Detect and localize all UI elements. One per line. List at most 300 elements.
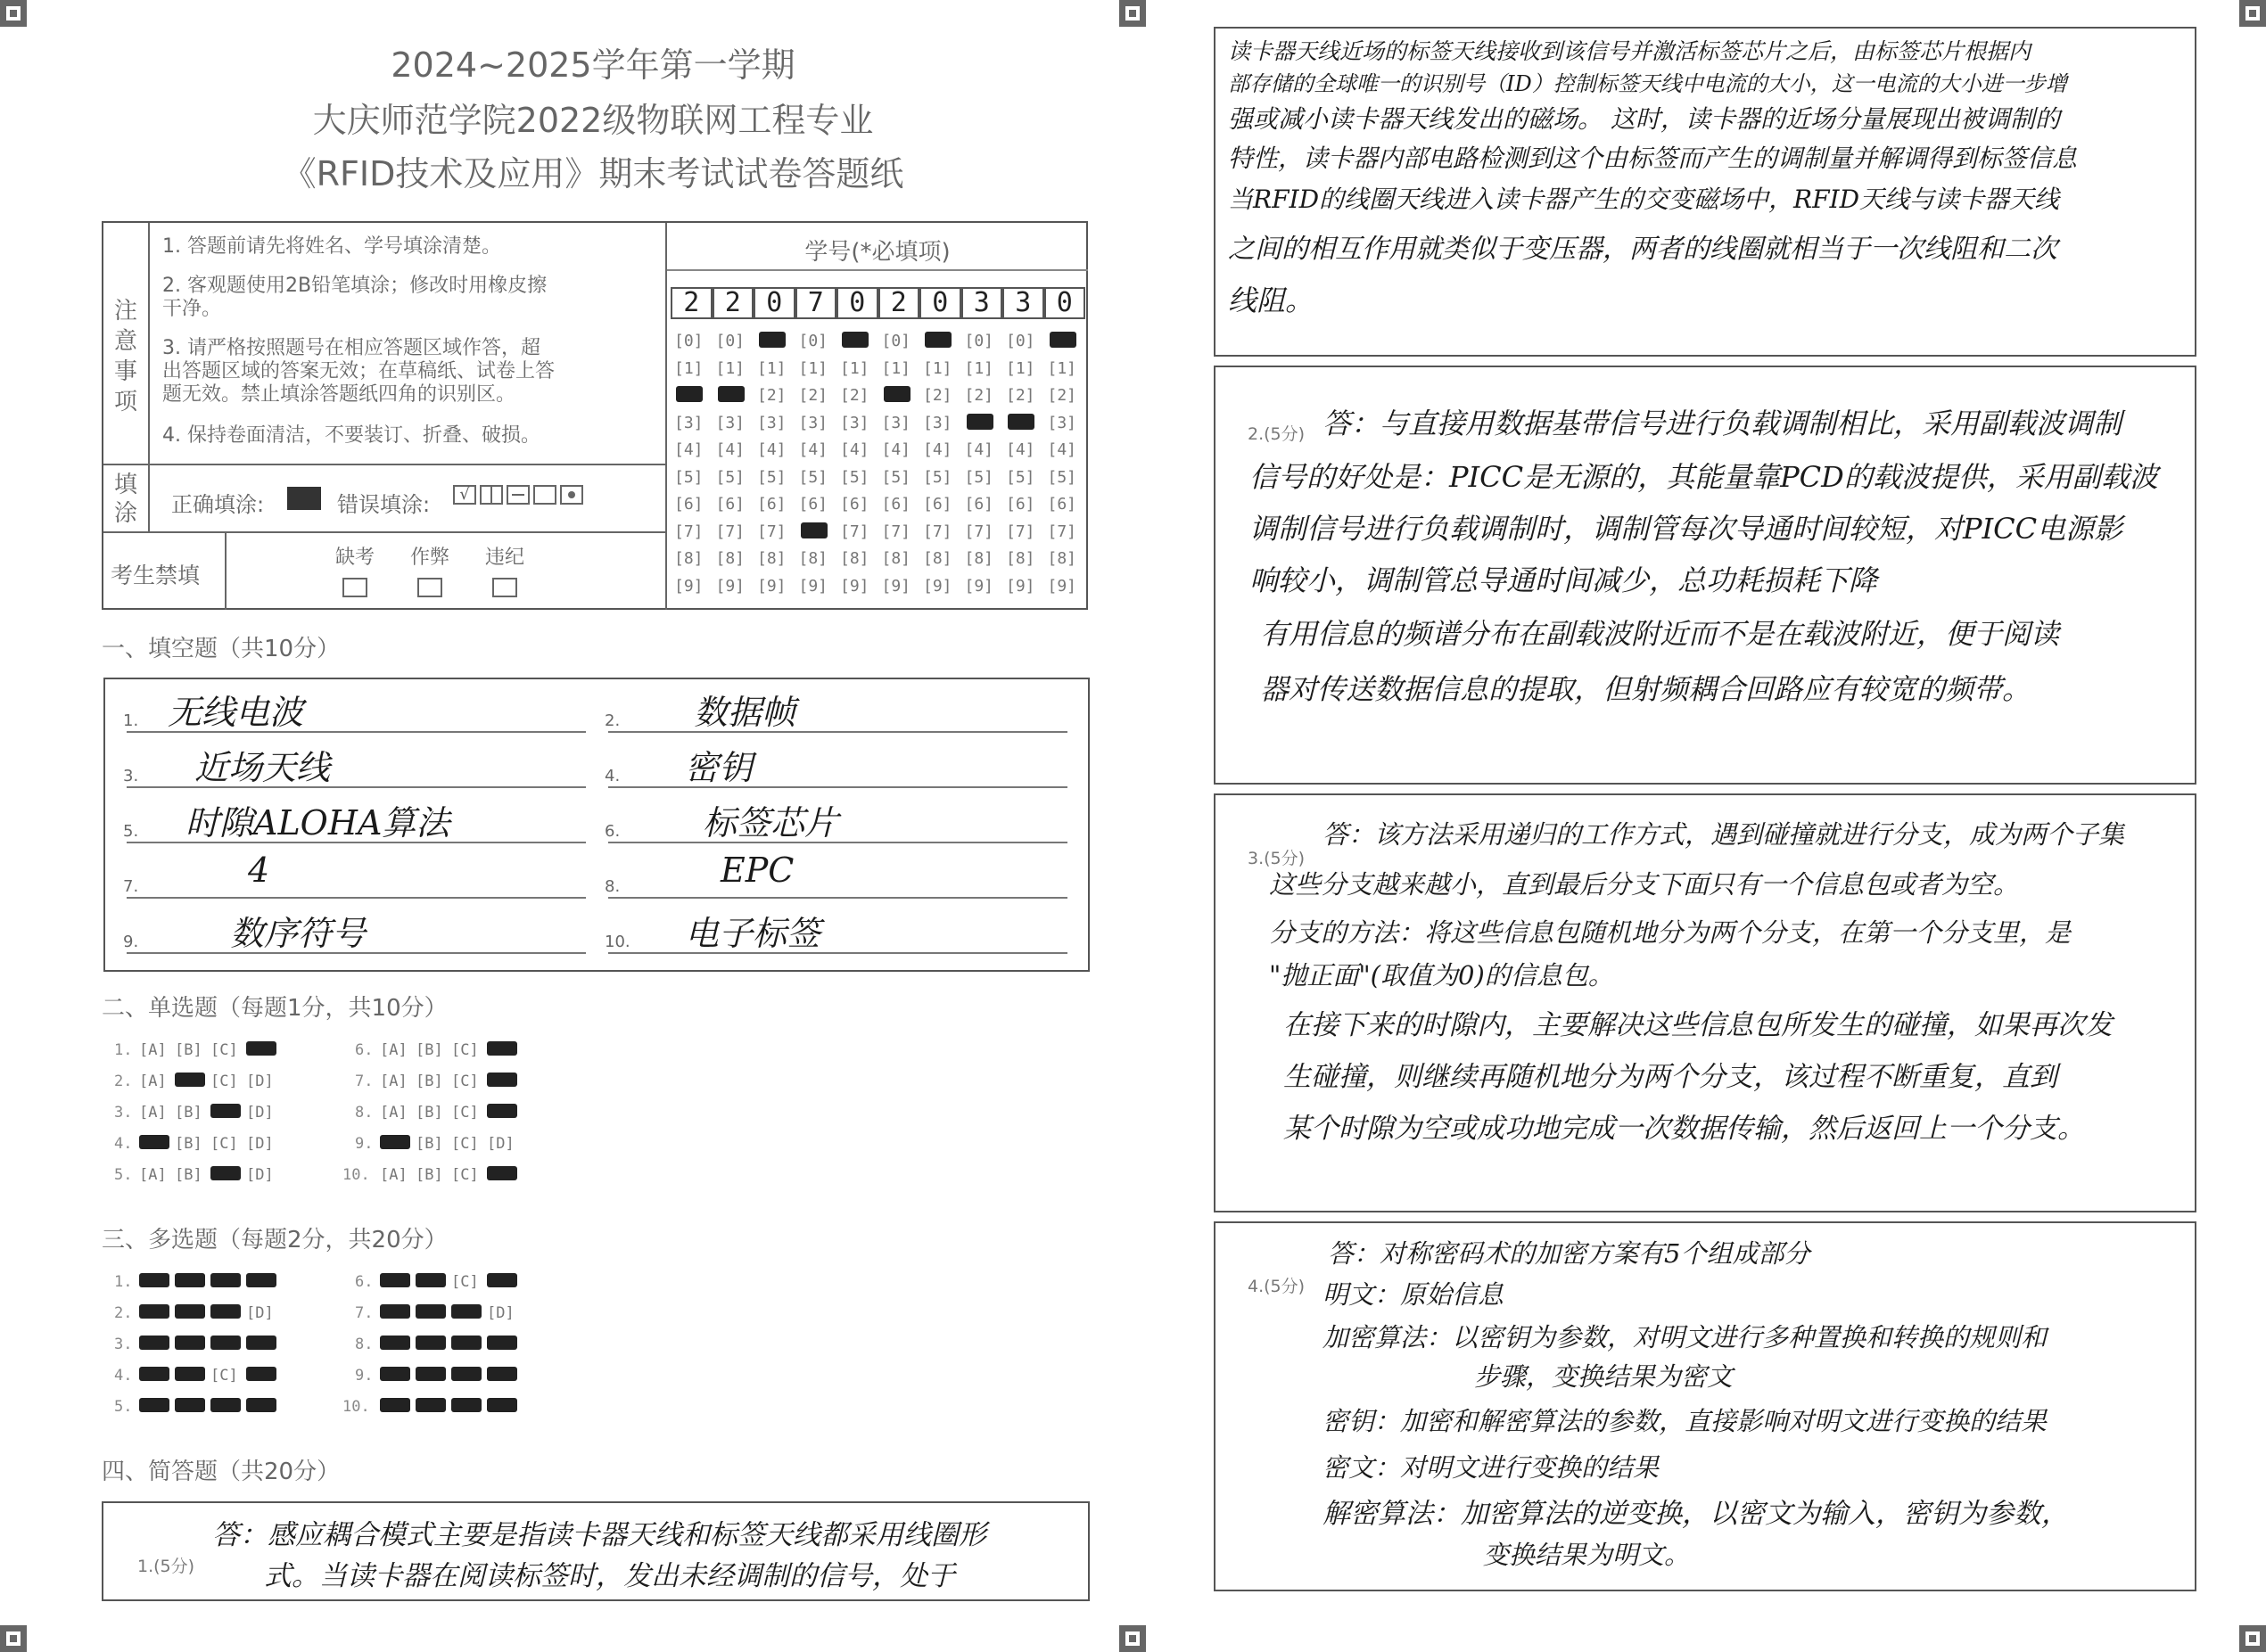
student-id-digit: 0 — [754, 287, 795, 319]
id-bubble[interactable]: [3] — [715, 413, 746, 432]
fill-blank-underline — [608, 897, 1067, 899]
choice-bubble-filled[interactable] — [487, 1166, 517, 1185]
id-bubble[interactable]: [1] — [1047, 358, 1077, 378]
id-bubble[interactable]: [0] — [964, 332, 994, 350]
q3-line-5: 在接下来的时隙内，主要解决这些信息包所发生的碰撞，如果再次发 — [1283, 1009, 2113, 1041]
id-bubble[interactable]: [2] — [840, 386, 869, 405]
college-title: 大庆师范学院2022级物联网工程专业 — [312, 101, 874, 140]
id-bubble[interactable]: [7] — [840, 522, 869, 541]
id-bubble[interactable]: [3] — [798, 413, 828, 432]
choice-bubble[interactable]: [D] — [246, 1304, 274, 1322]
notice-label: 注意事项 — [114, 298, 138, 415]
choice-bubble-filled[interactable] — [380, 1273, 410, 1292]
id-bubble[interactable]: [9] — [881, 576, 911, 596]
correct-fill-label: 正确填涂: — [171, 492, 265, 517]
flag-absent-checkbox[interactable] — [342, 578, 367, 597]
fill-blank-section-title: 一、填空题（共10分） — [102, 636, 341, 662]
id-bubble[interactable]: [2] — [1047, 386, 1077, 405]
single-choice-number: 4. — [114, 1135, 133, 1153]
choice-bubble-filled[interactable] — [210, 1398, 241, 1417]
choice-bubble[interactable]: [A] — [139, 1104, 167, 1122]
multi-choice-number: 9. — [355, 1367, 374, 1385]
q3-line-4: "抛正面"(取值为0)的信息包。 — [1269, 960, 1614, 990]
id-bubble-filled[interactable] — [923, 332, 957, 349]
choice-bubble-filled[interactable] — [139, 1336, 169, 1354]
id-bubble[interactable]: [2] — [757, 386, 787, 405]
choice-bubble-filled[interactable] — [246, 1273, 276, 1292]
id-bubble[interactable]: [9] — [715, 576, 746, 596]
corner-mark-top-center — [1119, 0, 1146, 27]
id-bubble[interactable]: [3] — [674, 413, 704, 432]
id-bubble[interactable]: [5] — [881, 467, 911, 487]
choice-bubble[interactable]: [A] — [380, 1104, 408, 1122]
id-bubble[interactable]: [5] — [923, 467, 952, 487]
student-id-digit: 3 — [961, 287, 1003, 319]
id-bubble[interactable]: [6] — [1047, 495, 1077, 514]
id-bubble[interactable]: [0] — [674, 332, 704, 350]
q1-line-2: 式。当读卡器在阅读标签时，发出未经调制的信号，处于 — [264, 1560, 955, 1592]
id-bubble[interactable]: [9] — [923, 576, 952, 596]
choice-bubble[interactable]: [C] — [451, 1135, 479, 1153]
id-bubble[interactable]: [7] — [757, 522, 787, 541]
q1-answer-box-right — [1214, 27, 2196, 357]
single-choice-number: 3. — [114, 1104, 133, 1122]
wrong-fill-samples: √ — [453, 485, 587, 505]
choice-bubble-filled[interactable] — [175, 1336, 205, 1354]
id-bubble[interactable]: [5] — [1006, 467, 1035, 487]
id-bubble[interactable]: [7] — [1006, 522, 1035, 541]
fill-blank-number: 8. — [605, 877, 621, 896]
id-bubble[interactable]: [1] — [964, 358, 994, 378]
id-bubble[interactable]: [6] — [715, 495, 746, 514]
choice-bubble-filled[interactable] — [210, 1273, 241, 1292]
id-bubble[interactable]: [0] — [881, 332, 911, 350]
fill-blank-number: 6. — [605, 822, 621, 841]
choice-bubble[interactable]: [B] — [416, 1166, 443, 1184]
choice-bubble[interactable]: [A] — [139, 1166, 167, 1184]
choice-bubble[interactable]: [C] — [210, 1041, 238, 1059]
notice-item-2b: 干净。 — [162, 298, 222, 320]
choice-bubble-filled[interactable] — [139, 1398, 169, 1417]
id-bubble[interactable]: [1] — [674, 358, 704, 378]
id-bubble[interactable]: [4] — [757, 440, 787, 459]
choice-bubble-filled[interactable] — [416, 1336, 446, 1354]
choice-bubble-filled[interactable] — [210, 1304, 241, 1323]
id-bubble[interactable]: [0] — [715, 332, 746, 350]
id-bubble[interactable]: [8] — [840, 549, 869, 568]
single-choice-number: 6. — [355, 1041, 374, 1059]
multi-choice-number: 7. — [355, 1304, 374, 1322]
term-title: 2024~2025学年第一学期 — [391, 45, 795, 85]
student-id-label: 学号(*必填项) — [804, 239, 951, 266]
corner-mark-top-right — [2239, 0, 2266, 27]
corner-mark-bottom-right — [2239, 1625, 2266, 1652]
choice-bubble-filled[interactable] — [175, 1073, 205, 1091]
choice-bubble-filled[interactable] — [210, 1336, 241, 1354]
choice-bubble-filled[interactable] — [139, 1367, 169, 1385]
choice-bubble[interactable]: [C] — [210, 1367, 238, 1385]
choice-bubble-filled[interactable] — [246, 1336, 276, 1354]
student-id-digit: 0 — [919, 287, 961, 319]
id-bubble[interactable]: [1] — [798, 358, 828, 378]
choice-bubble-filled[interactable] — [451, 1304, 482, 1323]
id-bubble[interactable]: [9] — [674, 576, 704, 596]
q2-line-1: 答：与直接用数据基带信号进行负载调制相比，采用副载波调制 — [1323, 407, 2122, 440]
choice-bubble-filled[interactable] — [175, 1273, 205, 1292]
choice-bubble[interactable]: [D] — [246, 1073, 274, 1090]
id-bubble[interactable]: [0] — [798, 332, 828, 350]
id-bubble[interactable]: [6] — [964, 495, 994, 514]
q1-answer-box-left — [102, 1501, 1090, 1601]
fill-blank-number: 10. — [605, 933, 630, 951]
id-bubble[interactable]: [3] — [923, 413, 952, 432]
student-id-digit: 0 — [1044, 287, 1086, 319]
q2-line-3: 调制信号进行负载调制时，调制管每次导通时间较短，对PICC电源影 — [1249, 512, 2123, 546]
id-bubble[interactable]: [1] — [1006, 358, 1035, 378]
q4-line-4: 步骤，变换结果为密文 — [1474, 1361, 1734, 1392]
choice-bubble-filled[interactable] — [139, 1273, 169, 1292]
q2-answer-box — [1214, 366, 2196, 785]
fill-blank-answer-box — [103, 678, 1090, 972]
choice-bubble-filled[interactable] — [380, 1135, 410, 1154]
id-bubble[interactable]: [4] — [881, 440, 911, 459]
id-bubble-filled[interactable] — [882, 386, 916, 404]
exam-title: 《RFID技术及应用》期末考试试卷答题纸 — [282, 154, 904, 193]
id-bubble[interactable]: [2] — [798, 386, 828, 405]
fill-blank-answer[interactable]: 数据帧 — [694, 693, 796, 732]
choice-bubble-filled[interactable] — [175, 1398, 205, 1417]
id-bubble[interactable]: [5] — [1047, 467, 1077, 487]
id-bubble[interactable]: [4] — [1047, 440, 1077, 459]
id-bubble[interactable]: [8] — [798, 549, 828, 568]
q2-score: 2.(5分) — [1248, 424, 1306, 444]
choice-bubble-filled[interactable] — [175, 1304, 205, 1323]
fill-blank-number: 4. — [605, 767, 621, 785]
fill-blank-underline — [608, 952, 1067, 954]
id-bubble-filled[interactable] — [674, 386, 708, 404]
choice-bubble-filled[interactable] — [451, 1398, 482, 1417]
id-bubble[interactable]: [5] — [798, 467, 828, 487]
id-bubble[interactable]: [5] — [715, 467, 746, 487]
q3-line-2: 这些分支越来越小，直到最后分支下面只有一个信息包或者为空。 — [1269, 869, 2020, 900]
choice-bubble-filled[interactable] — [246, 1398, 276, 1417]
notice-item-3b: 出答题区域的答案无效；在草稿纸、试卷上答 — [162, 360, 556, 382]
choice-bubble[interactable]: [B] — [175, 1041, 202, 1059]
choice-bubble[interactable]: [D] — [246, 1104, 274, 1122]
flag-cheat-checkbox[interactable] — [417, 578, 442, 597]
id-bubble-filled[interactable] — [1006, 414, 1040, 431]
choice-bubble[interactable]: [C] — [451, 1104, 479, 1122]
id-bubble[interactable]: [1] — [757, 358, 787, 378]
choice-bubble[interactable]: [A] — [380, 1166, 408, 1184]
id-bubble[interactable]: [7] — [1047, 522, 1077, 541]
fill-blank-underline — [608, 731, 1067, 733]
id-bubble[interactable]: [1] — [881, 358, 911, 378]
q1-line-8: 之间的相互作用就类似于变压器，两者的线圈就相当于一次线阻和二次 — [1228, 234, 2057, 265]
multi-choice-number: 6. — [355, 1273, 374, 1291]
id-bubble[interactable]: [2] — [923, 386, 952, 405]
choice-bubble[interactable]: [A] — [380, 1073, 408, 1090]
id-bubble[interactable]: [9] — [1006, 576, 1035, 596]
choice-bubble[interactable]: [A] — [139, 1041, 167, 1059]
id-bubble[interactable]: [2] — [1006, 386, 1035, 405]
single-choice-number: 5. — [114, 1166, 133, 1184]
choice-bubble[interactable]: [D] — [246, 1166, 274, 1184]
q1-score: 1.(5分) — [137, 1557, 195, 1576]
q4-line-5: 密钥：加密和解密算法的参数，直接影响对明文进行变换的结果 — [1323, 1406, 2048, 1436]
q1-line-7: 当RFID的线圈天线进入读卡器产生的交变磁场中，RFID天线与读卡器天线 — [1228, 185, 2060, 214]
id-bubble-filled[interactable] — [757, 332, 791, 349]
fill-blank-answer[interactable]: 4 — [248, 851, 270, 890]
id-bubble[interactable]: [4] — [840, 440, 869, 459]
q3-answer-box — [1214, 793, 2196, 1212]
multi-choice-number: 5. — [114, 1398, 133, 1416]
choice-bubble-filled[interactable] — [487, 1367, 517, 1385]
id-bubble-filled[interactable] — [965, 414, 999, 431]
id-bubble[interactable]: [3] — [881, 413, 911, 432]
id-bubble[interactable]: [8] — [923, 549, 952, 568]
id-bubble[interactable]: [6] — [923, 495, 952, 514]
q1-line-9: 线阻。 — [1228, 284, 1314, 317]
choice-bubble-filled[interactable] — [246, 1367, 276, 1385]
single-choice-number: 7. — [355, 1073, 374, 1090]
flag-violation-checkbox[interactable] — [492, 578, 517, 597]
id-bubble[interactable]: [9] — [1047, 576, 1077, 596]
wrong-fill-label: 错误填涂: — [337, 492, 431, 517]
choice-bubble-filled[interactable] — [451, 1367, 482, 1385]
choice-bubble[interactable]: [B] — [416, 1135, 443, 1153]
flag-cheat-label: 作弊 — [409, 547, 449, 569]
choice-bubble[interactable]: [D] — [487, 1135, 515, 1153]
q1-line-6: 特性，读卡器内部电路检测到这个由标签而产生的调制量并解调得到标签信息 — [1228, 144, 2078, 173]
choice-bubble-filled[interactable] — [487, 1398, 517, 1417]
fill-blank-number: 3. — [123, 767, 139, 785]
multi-choice-number: 8. — [355, 1336, 374, 1353]
fill-blank-answer[interactable]: 标签芯片 — [703, 803, 839, 842]
choice-bubble-filled[interactable] — [210, 1104, 241, 1122]
choice-bubble-filled[interactable] — [380, 1336, 410, 1354]
correct-fill-sample — [287, 487, 321, 510]
choice-bubble-filled[interactable] — [487, 1073, 517, 1091]
corner-mark-bottom-left — [0, 1625, 27, 1652]
fill-blank-answer[interactable]: EPC — [721, 851, 795, 890]
q4-line-3: 加密算法：以密钥为参数，对明文进行多种置换和转换的规则和 — [1323, 1322, 2048, 1352]
q4-answer-box — [1214, 1221, 2196, 1591]
id-bubble[interactable]: [6] — [1006, 495, 1035, 514]
single-choice-number: 10. — [342, 1166, 370, 1184]
id-bubble[interactable]: [4] — [715, 440, 746, 459]
id-bubble[interactable]: [9] — [964, 576, 994, 596]
choice-bubble[interactable]: [D] — [487, 1304, 515, 1322]
choice-bubble[interactable]: [B] — [175, 1166, 202, 1184]
notice-item-3c: 题无效。禁止填涂答题纸四角的识别区。 — [162, 383, 516, 406]
choice-bubble[interactable]: [B] — [416, 1073, 443, 1090]
choice-bubble-filled[interactable] — [246, 1041, 276, 1060]
choice-bubble-filled[interactable] — [416, 1398, 446, 1417]
choice-bubble-filled[interactable] — [487, 1041, 517, 1060]
id-bubble[interactable]: [8] — [757, 549, 787, 568]
id-bubble[interactable]: [8] — [964, 549, 994, 568]
id-bubble[interactable]: [3] — [840, 413, 869, 432]
multi-choice-number: 1. — [114, 1273, 133, 1291]
fill-blank-number: 5. — [123, 822, 139, 841]
id-bubble[interactable]: [8] — [1006, 549, 1035, 568]
fill-blank-underline — [608, 786, 1067, 788]
choice-bubble-filled[interactable] — [139, 1135, 169, 1154]
multi-choice-number: 3. — [114, 1336, 133, 1353]
single-choice-number: 8. — [355, 1104, 374, 1122]
fill-blank-answer[interactable]: 密钥 — [685, 748, 754, 787]
multi-choice-number: 2. — [114, 1304, 133, 1322]
single-choice-number: 2. — [114, 1073, 133, 1090]
corner-mark-top-left — [0, 0, 27, 27]
flag-violation-label: 违纪 — [484, 547, 524, 569]
choice-bubble-filled[interactable] — [380, 1304, 410, 1323]
choice-bubble[interactable]: [D] — [246, 1135, 274, 1153]
single-choice-section-title: 二、单选题（每题1分，共10分） — [102, 995, 448, 1022]
student-id-digit: 3 — [1002, 287, 1044, 319]
id-bubble[interactable]: [9] — [840, 576, 869, 596]
id-bubble-filled[interactable] — [840, 332, 874, 349]
q3-line-6: 生碰撞，则继续再随机地分为两个分支，该过程不断重复，直到 — [1283, 1061, 2057, 1093]
choice-bubble-filled[interactable] — [139, 1304, 169, 1323]
id-bubble[interactable]: [4] — [798, 440, 828, 459]
choice-bubble[interactable]: [C] — [210, 1135, 238, 1153]
choice-bubble-filled[interactable] — [487, 1336, 517, 1354]
fill-blank-answer[interactable]: 近场天线 — [194, 748, 331, 787]
single-choice-number: 1. — [114, 1041, 133, 1059]
q4-score: 4.(5分) — [1248, 1277, 1306, 1296]
id-bubble[interactable]: [8] — [674, 549, 704, 568]
choice-bubble[interactable]: [B] — [416, 1041, 443, 1059]
choice-bubble[interactable]: [C] — [451, 1073, 479, 1090]
choice-bubble[interactable]: [A] — [380, 1041, 408, 1059]
choice-bubble-filled[interactable] — [487, 1273, 517, 1292]
notice-item-1: 1. 答题前请先将姓名、学号填涂清楚。 — [162, 235, 501, 258]
student-id-digit: 0 — [836, 287, 878, 319]
choice-bubble-filled[interactable] — [451, 1336, 482, 1354]
id-bubble[interactable]: [4] — [923, 440, 952, 459]
choice-bubble[interactable]: [B] — [416, 1104, 443, 1122]
id-bubble[interactable]: [7] — [674, 522, 704, 541]
q2-line-6: 器对传送数据信息的提取，但射频耦合回路应有较宽的频带。 — [1260, 672, 2031, 706]
id-bubble[interactable]: [4] — [1006, 440, 1035, 459]
id-bubble[interactable]: [7] — [715, 522, 746, 541]
id-bubble[interactable]: [8] — [715, 549, 746, 568]
id-bubble[interactable]: [5] — [757, 467, 787, 487]
q1-line-4: 部存储的全球唯一的识别号（ID）控制标签天线中电流的大小，这一电流的大小进一步增 — [1228, 71, 2067, 96]
id-bubble[interactable]: [7] — [923, 522, 952, 541]
fill-blank-number: 7. — [123, 877, 139, 896]
id-bubble[interactable]: [6] — [840, 495, 869, 514]
multi-choice-number: 10. — [342, 1398, 370, 1416]
id-bubble[interactable]: [6] — [757, 495, 787, 514]
fill-blank-answer[interactable]: 无线电波 — [168, 693, 304, 732]
student-id-digit: 2 — [878, 287, 920, 319]
id-bubble[interactable]: [0] — [1006, 332, 1035, 350]
q3-line-1: 答：该方法采用递归的工作方式，遇到碰撞就进行分支，成为两个子集 — [1323, 819, 2125, 850]
id-bubble[interactable]: [1] — [840, 358, 869, 378]
id-bubble[interactable]: [6] — [798, 495, 828, 514]
q2-line-4: 响较小，调制管总导通时间减少，总功耗损耗下降 — [1249, 563, 1878, 597]
id-bubble[interactable]: [8] — [881, 549, 911, 568]
corner-mark-bottom-center — [1119, 1625, 1146, 1652]
student-id-digit: 2 — [713, 287, 754, 319]
student-id-digit: 2 — [671, 287, 713, 319]
id-bubble[interactable]: [6] — [674, 495, 704, 514]
id-bubble-filled[interactable] — [1048, 332, 1082, 349]
id-bubble[interactable]: [3] — [757, 413, 787, 432]
id-bubble[interactable]: [6] — [881, 495, 911, 514]
id-bubble[interactable]: [5] — [840, 467, 869, 487]
id-bubble[interactable]: [2] — [964, 386, 994, 405]
choice-bubble-filled[interactable] — [210, 1166, 241, 1185]
notice-item-4: 4. 保持卷面清洁，不要装订、折叠、破损。 — [162, 424, 540, 447]
id-bubble[interactable]: [5] — [674, 467, 704, 487]
id-bubble[interactable]: [4] — [964, 440, 994, 459]
id-bubble[interactable]: [7] — [881, 522, 911, 541]
q1-line-3: 读卡器天线近场的标签天线接收到该信号并激活标签芯片之后，由标签芯片根据内 — [1228, 38, 2031, 64]
fill-blank-underline — [127, 897, 586, 899]
choice-bubble-filled[interactable] — [416, 1273, 446, 1292]
choice-bubble[interactable]: [C] — [451, 1166, 479, 1184]
choice-bubble-filled[interactable] — [416, 1304, 446, 1323]
id-bubble[interactable]: [1] — [715, 358, 746, 378]
id-bubble[interactable]: [8] — [1047, 549, 1077, 568]
choice-bubble-filled[interactable] — [380, 1398, 410, 1417]
choice-bubble-filled[interactable] — [380, 1367, 410, 1385]
choice-bubble[interactable]: [C] — [210, 1073, 238, 1090]
id-bubble[interactable]: [1] — [923, 358, 952, 378]
flag-absent-label: 缺考 — [334, 547, 375, 569]
multi-choice-section-title: 三、多选题（每题2分，共20分） — [102, 1227, 448, 1253]
q1-line-1: 答：感应耦合模式主要是指读卡器天线和标签天线都采用线圈形 — [212, 1519, 986, 1551]
choice-bubble[interactable]: [C] — [451, 1273, 479, 1291]
id-bubble-filled[interactable] — [799, 522, 833, 540]
choice-bubble-filled[interactable] — [487, 1104, 517, 1122]
fill-blank-number: 2. — [605, 711, 621, 730]
id-bubble[interactable]: [7] — [964, 522, 994, 541]
q1-line-5: 强或减小读卡器天线发出的磁场。 这时，读卡器的近场分量展现出被调制的 — [1228, 104, 2060, 134]
short-answer-section-title: 四、简答题（共20分） — [102, 1459, 341, 1485]
id-bubble[interactable]: [4] — [674, 440, 704, 459]
q4-line-6: 密文：对明文进行变换的结果 — [1323, 1452, 1660, 1483]
fill-blank-number: 1. — [123, 711, 139, 730]
choice-bubble[interactable]: [B] — [175, 1135, 202, 1153]
q2-line-2: 信号的好处是：PICC是无源的，其能量靠PCD的载波提供，采用副载波 — [1249, 460, 2158, 494]
multi-choice-number: 4. — [114, 1367, 133, 1385]
id-bubble[interactable]: [5] — [964, 467, 994, 487]
id-bubble[interactable]: [3] — [1047, 413, 1077, 432]
fill-blank-answer[interactable]: 电子标签 — [685, 914, 821, 953]
notice-item-3: 3. 请严格按照题号在相应答题区域作答，超 — [162, 337, 540, 359]
q3-line-7: 某个时隙为空或成功地完成一次数据传输，然后返回上一个分支。 — [1283, 1113, 2085, 1145]
choice-bubble-filled[interactable] — [175, 1367, 205, 1385]
fill-blank-answer[interactable]: 时隙ALOHA算法 — [185, 803, 450, 842]
single-choice-number: 9. — [355, 1135, 374, 1153]
student-id-digit: 7 — [795, 287, 837, 319]
choice-bubble-filled[interactable] — [416, 1367, 446, 1385]
id-bubble-filled[interactable] — [716, 386, 750, 404]
id-bubble[interactable]: [9] — [757, 576, 787, 596]
choice-bubble[interactable]: [C] — [451, 1041, 479, 1059]
fill-blank-number: 9. — [123, 933, 139, 951]
fill-blank-answer[interactable]: 数序符号 — [230, 914, 367, 953]
choice-bubble[interactable]: [A] — [139, 1073, 167, 1090]
choice-bubble[interactable]: [B] — [175, 1104, 202, 1122]
id-bubble[interactable]: [9] — [798, 576, 828, 596]
q4-line-8: 变换结果为明文。 — [1483, 1540, 1691, 1570]
